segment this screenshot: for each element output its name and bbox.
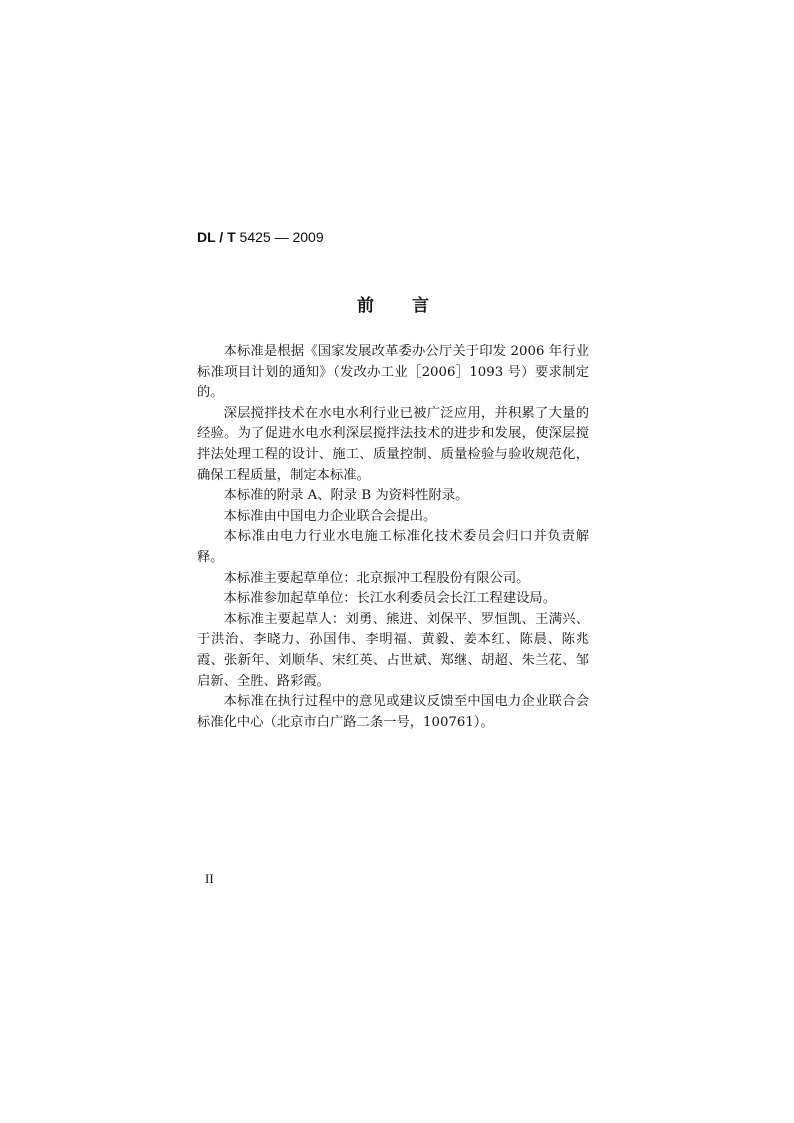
page-number: II (205, 871, 214, 886)
title-char-1: 前 (357, 296, 374, 316)
page-title (197, 291, 589, 316)
paragraph-appendix: 本标准的附录 A、附录 B 为资料性附录。 (223, 488, 469, 504)
standard-code-number: 5425 — 2009 (239, 229, 324, 245)
paragraph-basis: 本标准是根据《国家发展改革委办公厅关于印发 2006 年行业标准项目计划的通知》（发改办工业［2006］1093 号）要求制定的。 (197, 344, 589, 401)
standard-code-prefix: DL / T (197, 229, 236, 245)
standard-code (197, 229, 324, 245)
paragraph-main-drafter-unit: 本标准主要起草单位：北京振冲工程股份有限公司。 (223, 570, 530, 586)
paragraph-drafters: 本标准主要起草人：刘勇、熊进、刘保平、罗恒凯、王满兴、于洪治、李晓力、孙国伟、李明福、黄毅、姜本红、陈晨、陈兆霞、张新年、刘顺华、宋红英、占世斌、郑继、胡超、朱兰花、邹启新、全胜、路彩霞。 (197, 611, 589, 689)
paragraph-proposer: 本标准由中国电力企业联合会提出。 (223, 508, 437, 524)
paragraph-feedback: 本标准在执行过程中的意见或建议反馈至中国电力企业联合会标准化中心（北京市白广路二条一号，100761）。 (197, 694, 589, 730)
title-char-2: 言 (412, 296, 429, 316)
paragraph-background: 深层搅拌技术在水电水利行业已被广泛应用，并积累了大量的经验。为了促进水电水利深层搅拌法技术的进步和发展，使深层搅拌法处理工程的设计、施工、质量控制、质量检验与验收规范化，确保工程质量，制定本标准。 (197, 405, 589, 483)
foreword-body (197, 342, 589, 733)
paragraph-participating-unit: 本标准参加起草单位：长江水利委员会长江工程建设局。 (223, 591, 557, 607)
paragraph-interpretation: 本标准由电力行业水电施工标准化技术委员会归口并负责解释。 (197, 529, 589, 565)
